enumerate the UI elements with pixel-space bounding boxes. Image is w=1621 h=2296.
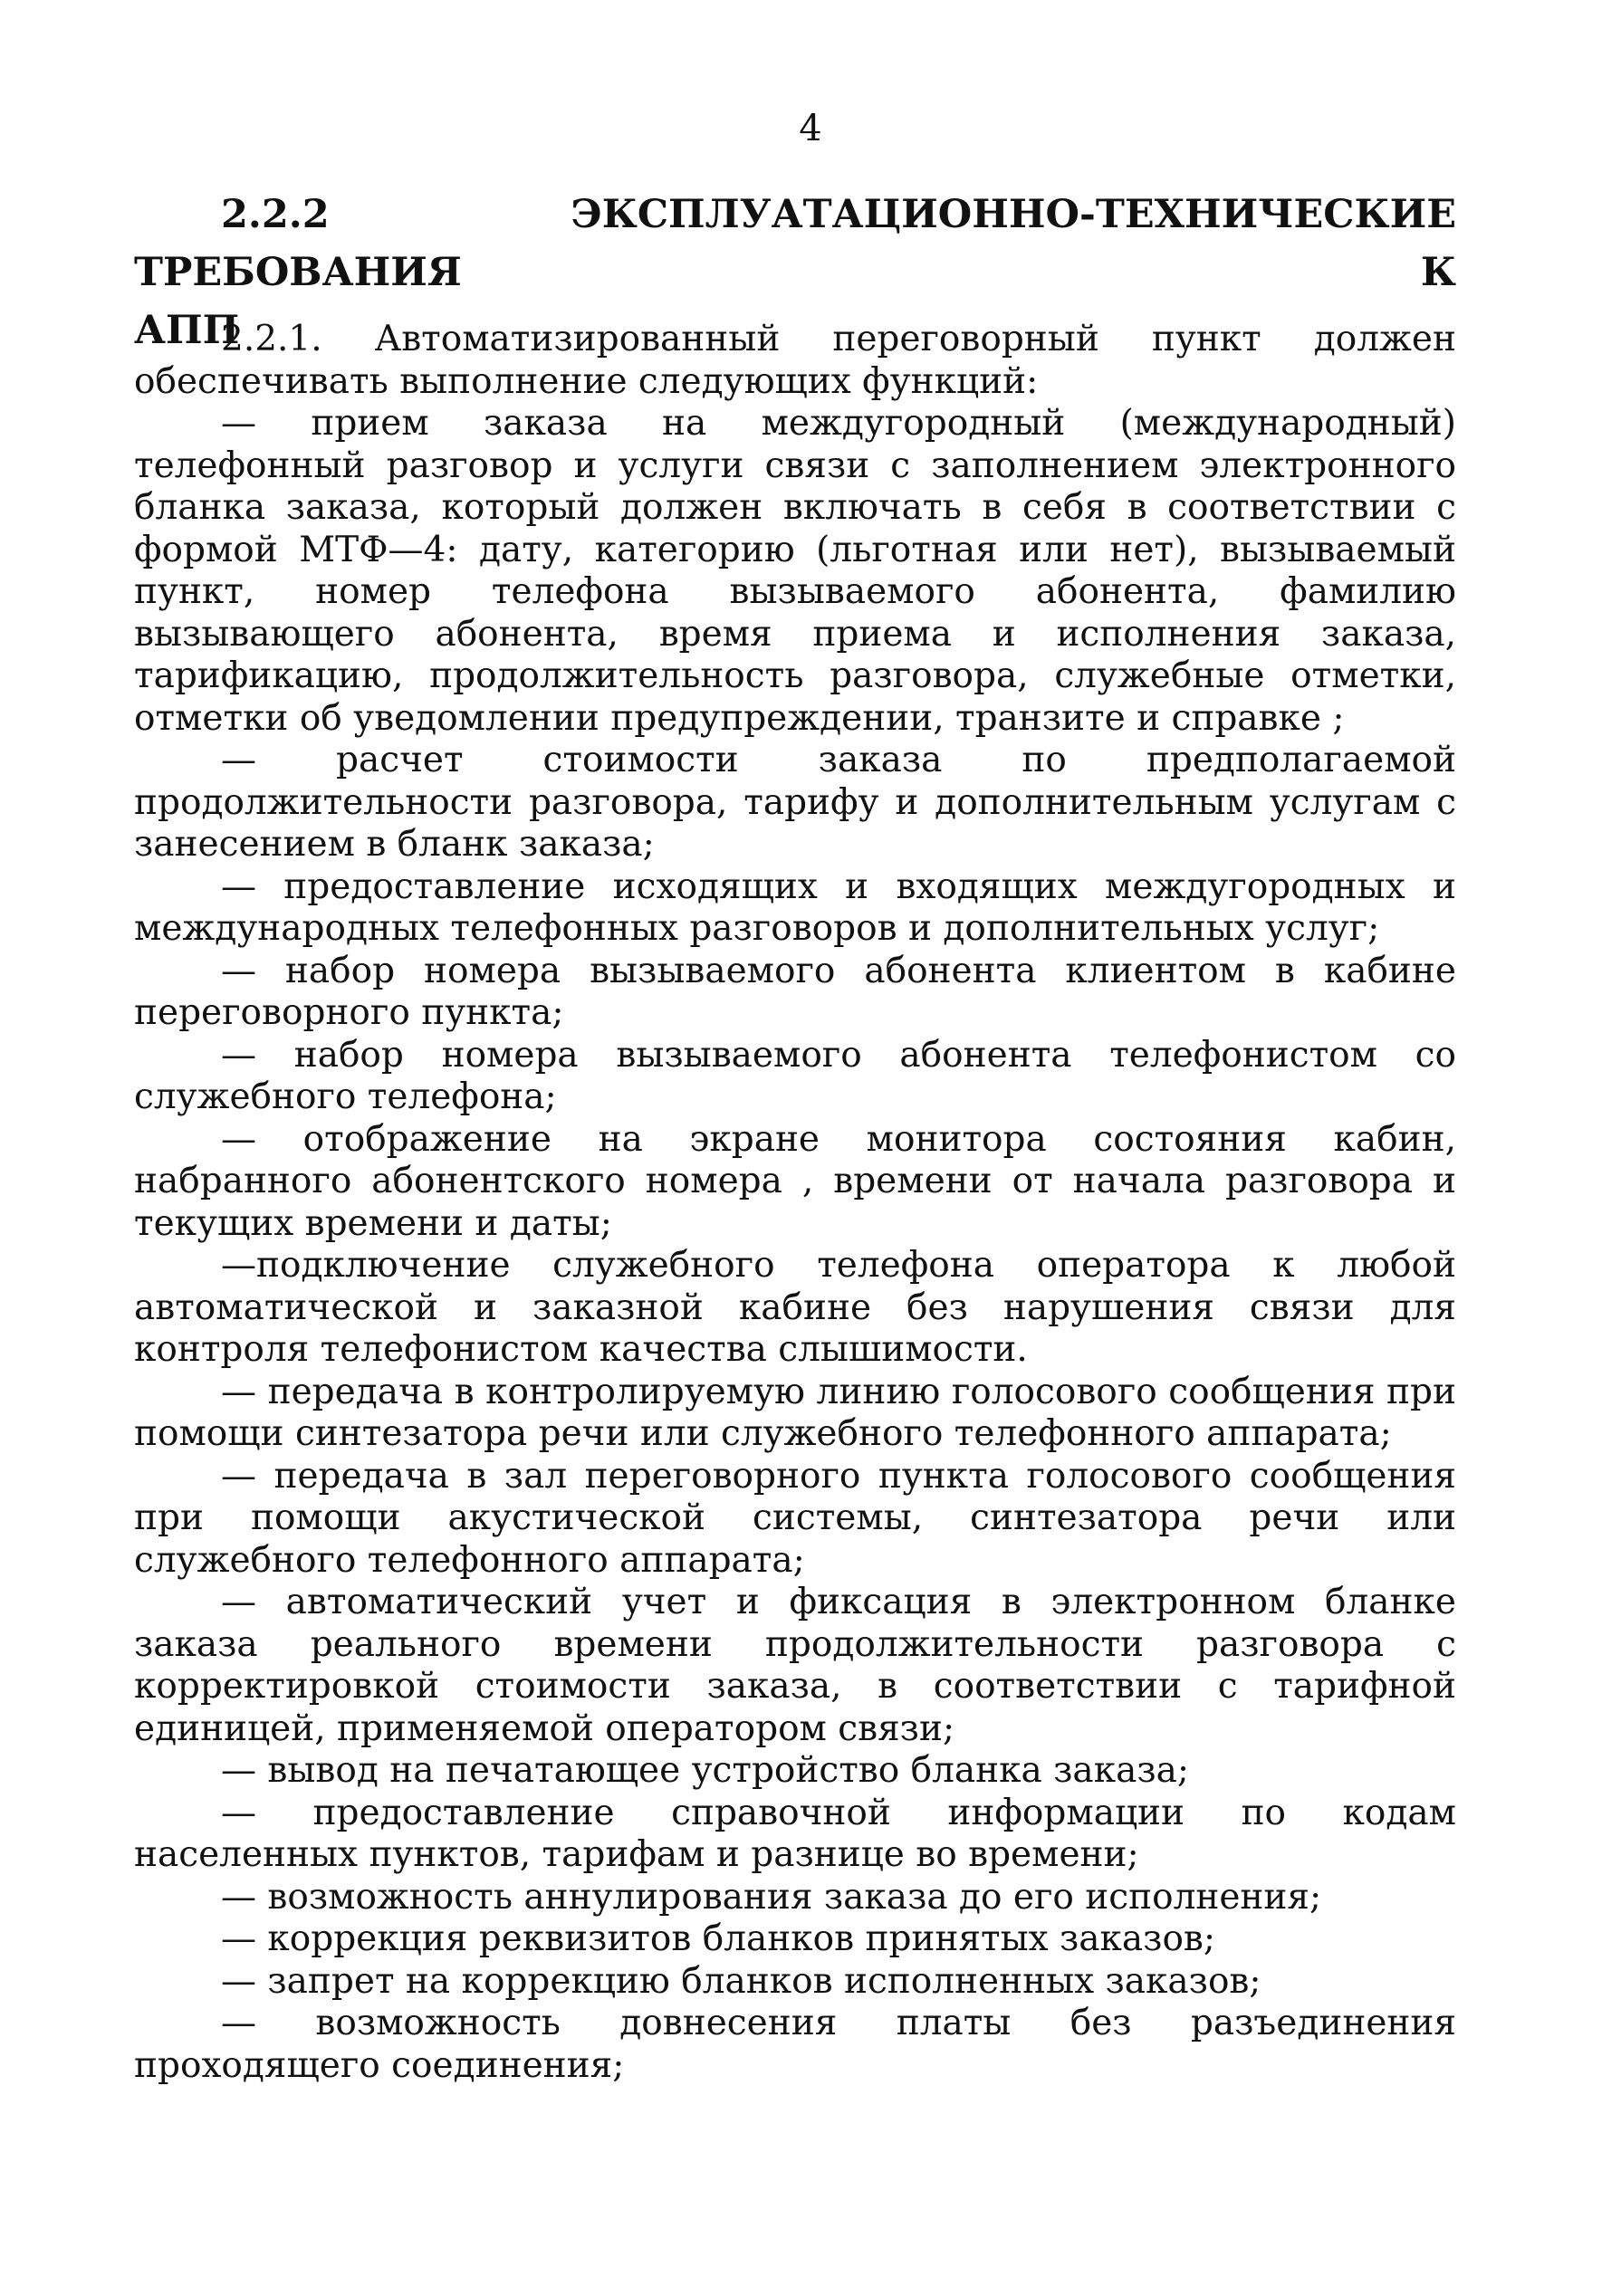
- list-item-7: —подключение служебного телефона оператора к любой автоматической и заказной кабине без нарушения связи для контроля телефонистом качества слышимости.: [134, 1245, 1456, 1370]
- list-item-13: — возможность аннулирования заказа до его исполнения;: [221, 1876, 1322, 1918]
- list-item-6: — отображение на экране монитора состояния кабин, набранного абонентского номера , времени от начала разговора и текущих времени и даты;: [134, 1118, 1456, 1244]
- list-item-4: — набор номера вызываемого абонента клиентом в кабине переговорного пункта;: [134, 950, 1456, 1033]
- intro-paragraph: 2.2.1. Автоматизированный переговорный пункт должен обеспечивать выполнение следующих функций:: [134, 319, 1456, 402]
- section-heading-line-1: 2.2.2 ЭКСПЛУАТАЦИОННО-ТЕХНИЧЕСКИЕ ТРЕБОВАНИЯ К: [134, 192, 1456, 295]
- list-item-3: — предоставление исходящих и входящих междугородных и международных телефонных разговоров и дополнительных услуг;: [134, 866, 1456, 949]
- list-item-16: — возможность довнесения платы без разъединения проходящего соединения;: [134, 2003, 1456, 2086]
- page-number: 4: [799, 108, 822, 149]
- list-item-14: — коррекция реквизитов бланков принятых заказов;: [221, 1918, 1216, 1959]
- list-item-11: — вывод на печатающее устройство бланка заказа;: [221, 1750, 1189, 1791]
- list-item-9: — передача в зал переговорного пункта голосового сообщения при помощи акустической системы, синтезатора речи или служебного телефонного аппарата;: [134, 1455, 1456, 1581]
- list-item-15: — запрет на коррекцию бланков исполненных заказов;: [221, 1960, 1261, 2002]
- list-item-2: — расчет стоимости заказа по предполагаемой продолжительности разговора, тарифу и дополнительным услугам с занесением в бланк заказа;: [134, 740, 1456, 865]
- list-item-1: — прием заказа на междугородный (международный) телефонный разговор и услуги связи с заполнением электронного бланка заказа, который должен включать в себя в соответствии с формой МТФ—4: дату, категорию (льготная или нет), вызываемый пункт, номер телефона вызываемого абонента, фамилию вызывающего абонента, время приема и исполнения заказа, тарификацию, продолжительность разговора, служебные отметки, отметки об уведомлении предупреждении, транзите и справке ;: [134, 403, 1456, 739]
- list-item-8: — передача в контролируемую линию голосового сообщения при помощи синтезатора речи или служебного телефонного аппарата;: [134, 1371, 1456, 1454]
- list-item-5: — набор номера вызываемого абонента телефонистом со служебного телефона;: [134, 1034, 1456, 1117]
- list-item-10: — автоматический учет и фиксация в электронном бланке заказа реального времени продолжительности разговора с корректировкой стоимости заказа, в соответствии с тарифной единицей, применяемой оператором связи;: [134, 1582, 1456, 1749]
- list-item-12: — предоставление справочной информации по кодам населенных пунктов, тарифам и разнице во времени;: [134, 1792, 1456, 1875]
- section-heading-line-2: АПП: [134, 308, 240, 353]
- body-text: [134, 319, 1456, 2087]
